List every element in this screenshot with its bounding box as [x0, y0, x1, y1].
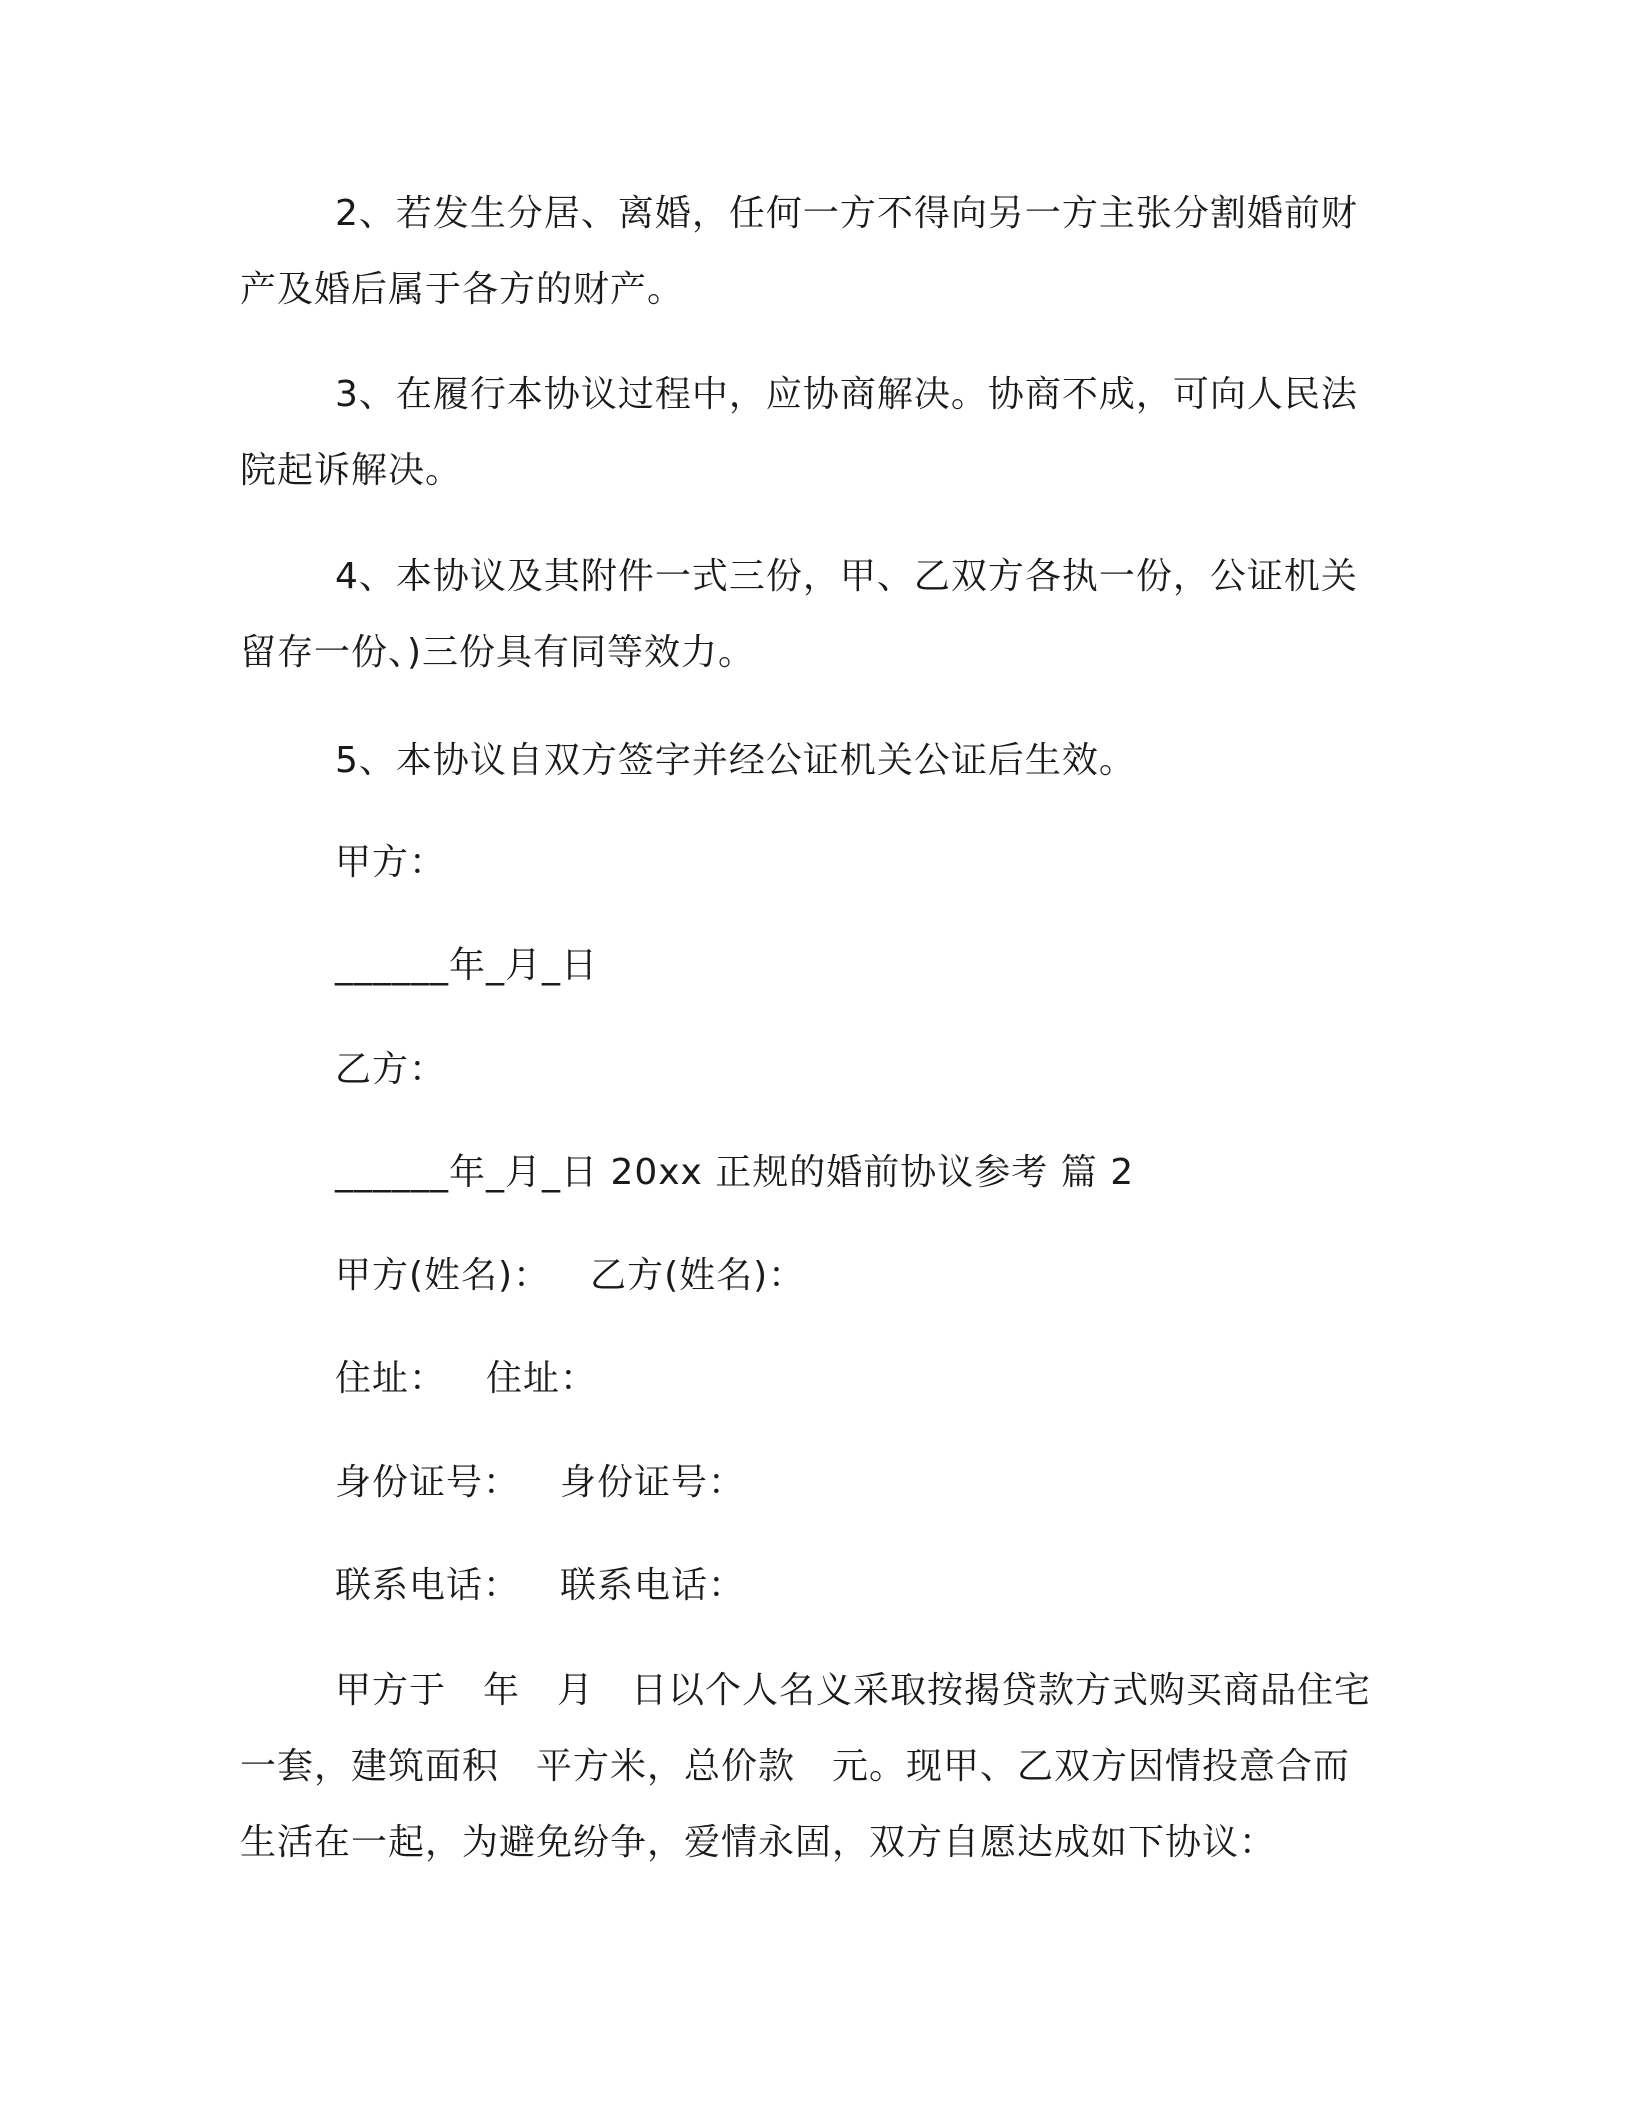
clause-4-line-2: 留存一份、)三份具有同等效力。 — [240, 632, 756, 673]
intro-line-1: 甲方于 年 月 日以个人名义采取按揭贷款方式购买商品住宅 — [335, 1670, 1372, 1711]
party-b-id-label: 身份证号： — [560, 1462, 746, 1503]
party-a-date: ______年_月_日 — [335, 945, 599, 986]
clause-4-line-1: 4、本协议及其附件一式三份，甲、乙双方各执一份，公证机关 — [335, 556, 1358, 597]
id-fields-row — [335, 1458, 745, 1508]
party-b-address-label: 住址： — [486, 1358, 598, 1399]
party-a-signature-label: 甲方： — [335, 842, 447, 883]
party-b-signature-label: 乙方： — [335, 1049, 447, 1090]
clause-2-line-1: 2、若发生分居、离婚，任何一方不得向另一方主张分割婚前财 — [335, 193, 1358, 234]
party-a-address-label: 住址： — [335, 1358, 447, 1399]
address-fields-row — [335, 1354, 597, 1404]
clause-5: 5、本协议自双方签字并经公证机关公证后生效。 — [335, 740, 1136, 781]
clause-2 — [240, 176, 1380, 328]
intro-line-2: 一套，建筑面积 平方米，总价款 元。现甲、乙双方因情投意合而 — [240, 1746, 1351, 1787]
clause-3 — [240, 357, 1380, 509]
clause-2-line-2: 产及婚后属于各方的财产。 — [240, 269, 685, 310]
party-a-id-label: 身份证号： — [335, 1462, 521, 1503]
party-b-date-and-section-heading: ______年_月_日 20xx 正规的婚前协议参考 篇 2 — [335, 1152, 1135, 1193]
party-b-name-label: 乙方(姓名)： — [590, 1255, 806, 1296]
phone-fields-row — [335, 1561, 745, 1611]
clause-4 — [240, 539, 1380, 691]
clause-3-line-2: 院起诉解决。 — [240, 450, 463, 491]
party-a-phone-label: 联系电话： — [335, 1565, 521, 1606]
clause-3-line-1: 3、在履行本协议过程中，应协商解决。协商不成，可向人民法 — [335, 374, 1358, 415]
name-fields-row — [335, 1251, 805, 1301]
intro-line-3: 生活在一起，为避免纷争，爱情永固，双方自愿达成如下协议： — [240, 1822, 1277, 1863]
party-b-phone-label: 联系电话： — [560, 1565, 746, 1606]
intro-paragraph — [240, 1653, 1380, 1881]
party-a-name-label: 甲方(姓名)： — [335, 1255, 551, 1296]
